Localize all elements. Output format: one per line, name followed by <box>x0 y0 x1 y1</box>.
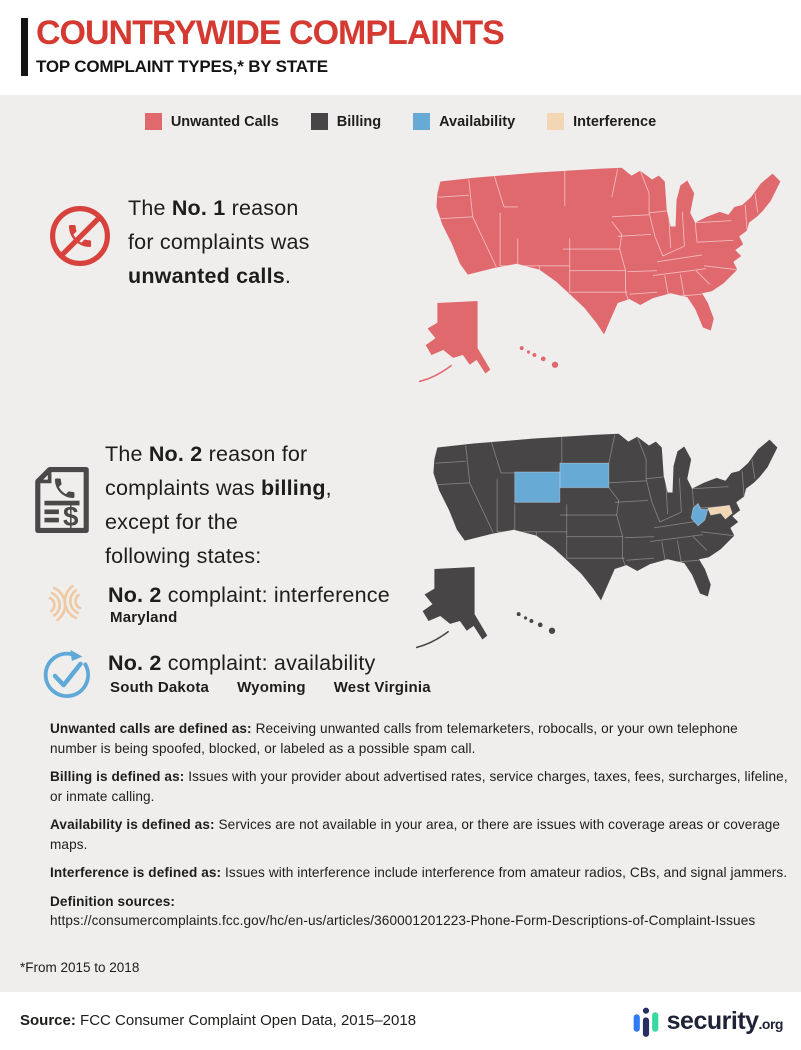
text-line: for complaints was <box>128 230 310 254</box>
lower-48-states <box>436 168 780 335</box>
security-org-logo-icon <box>633 1003 660 1040</box>
statement-no1 <box>128 191 310 293</box>
aleutian-islands <box>420 366 451 382</box>
no-call-icon <box>46 202 114 270</box>
security-org-logo <box>633 1003 783 1040</box>
us-map-no1-complaints <box>408 156 800 401</box>
alaska <box>423 567 488 640</box>
alaska <box>426 301 491 374</box>
legend-swatch-billing <box>311 113 328 130</box>
definition-sources-url: https://consumercomplaints.fcc.gov/hc/en-us/articles/360001201223-Phone-Form-Descriptions-of-Complaint-Issues <box>50 913 756 928</box>
legend-label: Availability <box>439 113 516 130</box>
us-map-no2-complaints <box>405 422 797 667</box>
definition-billing: Billing is defined as: Issues with your provider about advertised rates, service charges, taxes, fees, surcharges, lifeline, or inmate calling. <box>50 769 788 804</box>
state-name: Maryland <box>110 609 178 626</box>
legend-swatch-unwanted-calls <box>145 113 162 130</box>
footer <box>0 992 801 1050</box>
definition-sources: Definition sources: https://consumercomplaints.fcc.gov/hc/en-us/articles/360001201223-Phone-Form-Descriptions-of-Complaint-Issues <box>50 893 756 928</box>
definition-unwanted-calls: Unwanted calls are defined as: Receiving unwanted calls from telemarketers, robocalls, or your own telephone number is being spoofed, blocked, or labeled as a possible spam call. <box>50 721 738 756</box>
text-line: The No. 1 reason <box>128 196 299 220</box>
availability-check-icon <box>40 648 94 702</box>
hawaii-island <box>549 628 555 634</box>
legend-swatch-interference <box>547 113 564 130</box>
text-line: unwanted calls. <box>128 264 292 288</box>
text-line: except for the <box>105 510 239 534</box>
state-south-dakota <box>560 463 609 488</box>
legend-item-interference <box>547 113 656 130</box>
svg-text:$: $ <box>63 500 79 532</box>
state-name: South Dakota <box>110 679 210 696</box>
state-name: Wyoming <box>237 679 306 696</box>
page-title: COUNTRYWIDE COMPLAINTS <box>36 14 504 52</box>
legend-label: Interference <box>573 113 657 130</box>
text-line: complaints was billing, <box>105 476 332 500</box>
logo-wordmark: security.org <box>666 1007 783 1035</box>
interference-heading: No. 2 complaint: interference <box>108 583 390 607</box>
legend-swatch-availability <box>413 113 430 130</box>
phone-bill-icon <box>34 466 90 534</box>
hawaii-island <box>538 623 543 628</box>
definitions <box>50 719 788 940</box>
legend-item-availability <box>413 113 515 130</box>
interference-states <box>110 609 177 626</box>
legend-label: Billing <box>336 113 382 130</box>
source-credit: Source: FCC Consumer Complaint Open Data, 2015–2018 <box>20 1012 417 1029</box>
hawaii-island <box>527 350 530 353</box>
aleutian-islands <box>417 632 448 648</box>
title-accent-bar <box>21 18 28 76</box>
state-wyoming <box>515 472 560 502</box>
text-line: following states: <box>105 544 262 568</box>
interference-waves-icon <box>42 577 88 629</box>
legend-label: Unwanted Calls <box>170 113 279 130</box>
hawaii-island <box>552 362 558 368</box>
legend-item-unwanted-calls <box>145 113 279 130</box>
availability-states <box>110 679 431 696</box>
hawaii-island <box>524 616 527 619</box>
state-name: West Virginia <box>333 679 431 696</box>
header <box>0 0 801 95</box>
hawaii-island <box>529 619 533 623</box>
page-subtitle: TOP COMPLAINT TYPES,* BY STATE <box>36 57 328 76</box>
availability-heading: No. 2 complaint: availability <box>108 651 376 675</box>
hawaii-island <box>517 612 521 616</box>
hawaii-island <box>520 346 524 350</box>
definition-availability: Availability is defined as: Services are not available in your area, or there are issues with coverage areas or coverage maps. <box>50 817 781 852</box>
hawaii-island <box>541 357 546 362</box>
legend <box>0 113 801 130</box>
text-line: The No. 2 reason for <box>105 442 308 466</box>
footnote: *From 2015 to 2018 <box>20 960 140 975</box>
legend-item-billing <box>311 113 381 130</box>
statement-no2 <box>105 437 332 573</box>
definition-interference: Interference is defined as: Issues with interference include interference from amateur radios, CBs, and signal jammers. <box>50 865 788 880</box>
hawaii-island <box>532 353 536 357</box>
